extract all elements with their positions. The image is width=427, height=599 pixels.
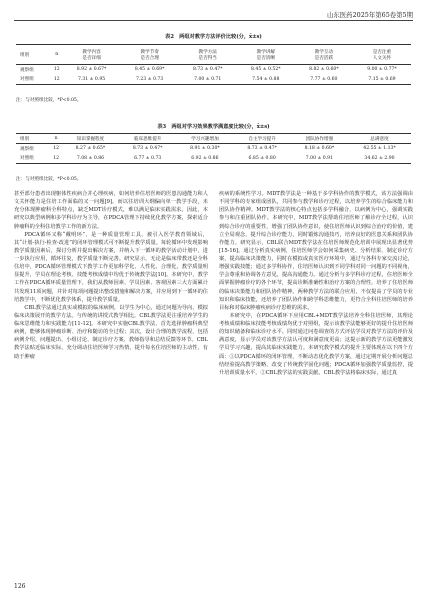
table3-cell: 8.73 ± 0.47*: [247, 146, 277, 152]
table3-cell: 8.27 ± 0.65*: [75, 146, 106, 152]
table2-cell: 7.54 ± 0.88: [252, 76, 280, 82]
table2-cell: 12: [53, 67, 60, 73]
table3-header-cell: 组别: [20, 136, 30, 142]
table3-cell: 7.00 ± 0.91: [305, 155, 333, 161]
table2-header-cell: 教学内容 是否详细: [82, 49, 101, 61]
table2-cell: 8.92 ± 0.67*: [76, 67, 107, 73]
table3-row: [16, 154, 411, 164]
table3-header-cell: 知识掌握程度: [76, 136, 105, 142]
table2-cell: 7.77 ± 0.60: [310, 76, 338, 82]
table3-cell: 8.18 ± 0.60*: [304, 146, 335, 152]
table2-cell: 9.00 ± 0.77*: [367, 67, 397, 73]
table3-caption: 表3 两组对学习效果教学满意度比较(分，x̄±s): [157, 124, 270, 130]
table3-cell: 7.08 ± 0.86: [76, 155, 105, 161]
table3-header-cell: 自主学习提升: [248, 136, 276, 142]
table3-cell: 34.62 ± 2.90: [364, 155, 395, 161]
table3-cell: 8.91 ± 0.30*: [190, 146, 220, 152]
table2-header-cell: 组别: [20, 52, 30, 58]
table2-row: [16, 75, 411, 85]
table3-cell: 12: [53, 155, 60, 161]
table2-header-cell: 是否注重 人文关怀: [372, 49, 392, 61]
table2-cell: 7.23 ± 0.73: [136, 76, 164, 82]
table3-cell: 观察组: [20, 146, 34, 152]
table3-header-cell: 临床思维提升: [133, 136, 162, 142]
table3-cell: 6.85 ± 0.80: [248, 155, 276, 161]
right-text-column: [219, 190, 413, 377]
table3: [16, 133, 411, 164]
table3-header-cell: n: [54, 136, 58, 141]
table2-cell: 观察组: [20, 67, 34, 73]
table2-row: [16, 65, 411, 75]
table3-cell: 6.92 ± 0.86: [191, 155, 219, 161]
table2-header-cell: 教学节奏 是否合理: [140, 49, 159, 61]
table2-header-cell: 教学方法 是否得当: [198, 49, 217, 61]
table3-cell: 对照组: [20, 156, 34, 162]
left-text-column: [14, 190, 208, 361]
header-rule: [14, 20, 413, 21]
table3-note: 注：与对照组比较，*P<0.05。: [16, 177, 82, 182]
body-paragraph: CBL教学法通过真实或模拟的临床病例，以学生为中心，通过问题为导向，模拟临床决策展开的教学方法。与传统的讲授式教学相比，CBL教学法更注重培养学生的临床思维能力和实践能力[11-12]。本研究中实施CBL教学法，首先选择肿瘤科典型病例，能够体现肿瘤诊断、治疗和随访的全过程；其次，设计合理的教学流程，包括病例介绍、问题提出、小组讨论、制定诊疗方案、教师指导和总结反馈等环节。CBL教学法贴近临床实际，充分调动住培医师学习热情，提升每名住培医师的主动性，有助于肿瘤: [14, 304, 208, 360]
table2-header-row: [16, 45, 411, 65]
table3-cell: 6.77 ± 0.73: [134, 155, 162, 161]
journal-header: 山东医药2025年第65卷第5期: [327, 11, 413, 19]
table2-cell: 7.00 ± 0.71: [194, 76, 222, 82]
table2-cell: 7.15 ± 0.69: [368, 76, 396, 82]
table3-header-cell: 学习兴趣增加: [191, 136, 219, 142]
table2-header-cell: 教学互动 是否活跃: [314, 49, 334, 61]
table2-cell: 8.45 ± 0.69*: [134, 67, 165, 73]
table3-header-cell: 团队协作增强: [305, 136, 334, 142]
table3-cell: 42.55 ± 1.13*: [363, 146, 396, 152]
table2-cell: 8.45 ± 0.52*: [251, 67, 281, 73]
body-paragraph: 本研究中，在PDCA循环下应用CBL+MDT教学法培养全科住培医师，其理论考核成绩和临床技能考核成绩均优于对照组，提示该教学法能够更好的提升住培医师的知识储备和临床诊疗水平。同时通过问卷调查的方式评估学员对教学方法的评价及满意度，显示学员对该教学方法认可度和满意度更高；这提示新的教学方法更能激发学员学习兴趣，提高其临床实践能力。本研究教学模式的提升主要体现在以下四个方面：①以PDCA循环的闭环管理，不断动态优化教学方案，通过定期开展分析问题总结经验提高教学策略，改变了传统教学固化问题；PDCA循环加强教学质量监控，提升培训质量水平。②CBL教学法的实践贡献。CBL教学法将临床实际，通过真: [219, 312, 413, 376]
body-paragraph: 甚至部分患者出现躯体性疾病合并心理疾病，如何培养住培医师的医患沟通能力和人文关怀能力是住培工作面临的又一问题[9]。而以往培训大纲偏向单一教学手段，未充分体现肿瘤科全科特点，缺乏MDT诊疗模式，难以满足临床实践需求。因此，本研究以典型病例和多学科诊疗为主导，在PDCA管理下持续优化教学方案，探索适合肿瘤科的全科住培教学工作的新方法。: [14, 191, 208, 230]
table2-cell: 7.31 ± 0.95: [77, 76, 106, 82]
table3-header-cell: 总满意度: [370, 136, 389, 142]
table2-caption: 表2 两组对教学方法评价比较(分，x̄±s): [165, 34, 262, 40]
table3-cell: 12: [53, 146, 60, 152]
page-number: 126: [14, 583, 26, 590]
table2-header-cell: 教学讲解 是否清晰: [256, 49, 275, 61]
body-paragraph: PDCA循环又称“戴明环”，是一种质量管理工具，被引入医学教育领域后，其“计划-执行-检查-改进”的闭环管理模式可不断提升教学质量。每轮循环中发现影响教学质量因素后，探讨分析并提出解决方案，并纳入下一循环的教学活动计划中，进一步执行应用，循环往复，教学质量不断完善。研究显示，无论是临床带教还是全科住培中，PDCA循环管理模式下教学工作更加科学化、人性化、合理化，教学质量明显提升，学员在理论考核、技能考核成绩中均优于传统教学法[10]。本研究中，教学工作在PDCA循环质量管理下，我们从教师因素、学员因素、客观因素三大方面累计共发现11项问题，并针对每项问题提出整改措施和解决方案，并应用到下一循环的住培教学中，不断优化教学体系，提升教学质量。: [14, 231, 208, 303]
body-paragraph: 疾病的系统性学习。MDT教学法是一种基于多学科协作的教学模式，该方法强调由不同学科的专家组成团队，共同参与教学和诊疗过程，以培养学生的综合临床能力和团队协作精神。MDT教学法的核心特点包括多学科融合，以病例为中心，强调实践参与和注重团队协作。本研究中，MDT教学法帮助住培医师了解诊疗全过程，认识到综合诊疗的重要性，增强了团队协作意识，使住培医师认识到综合治疗的价值，建立全局观念，提升综合诊疗能力，同时锻炼沟通技巧，培养良好的医患关系和团队协作能力。研究显示，CBL联合MDT教学法在住培医师规范化培训中展现出显著优势[15-16]。通过分析真实病例，住培医师学会如何采集病史、分析结果、制定诊疗方案，提高临床决策能力，同时在模拟或真实医疗环境中，通过与各科专家交流讨论，增强实践技能；通过多学科协作，住培医师认识到不同学科对同一问题的不同视角，学会尊重和协调各方意见，提高沟通能力。通过分析与多学科诊疗过程，住培医师全面掌握肿瘤诊疗的各个环节，提高诊断准确性和治疗方案的合理性，培养了住培医师的临床决策能力和团队协作精神。两种教学方法的联合应用，不仅提高了学员的专业知识和临床技能，还培养了团队协作和跨学科思维能力，更符合全科住培医师的培养目标和对临床肿瘤疾病诊疗思维的需求。: [219, 191, 413, 311]
table2-cell: 12: [53, 76, 60, 82]
table3-row: [16, 144, 411, 154]
table3-cell: 8.73 ± 0.47*: [132, 146, 163, 152]
table3-header-row: [16, 134, 411, 144]
table2-cell: 8.73 ± 0.47*: [192, 67, 223, 73]
table2: [16, 44, 411, 85]
table2-note: 注：与对照组比较，*P<0.05。: [16, 98, 82, 103]
table2-cell: 对照组: [20, 77, 34, 83]
table2-header-cell: n: [55, 52, 59, 57]
table2-cell: 8.82 ± 0.60*: [309, 67, 339, 73]
